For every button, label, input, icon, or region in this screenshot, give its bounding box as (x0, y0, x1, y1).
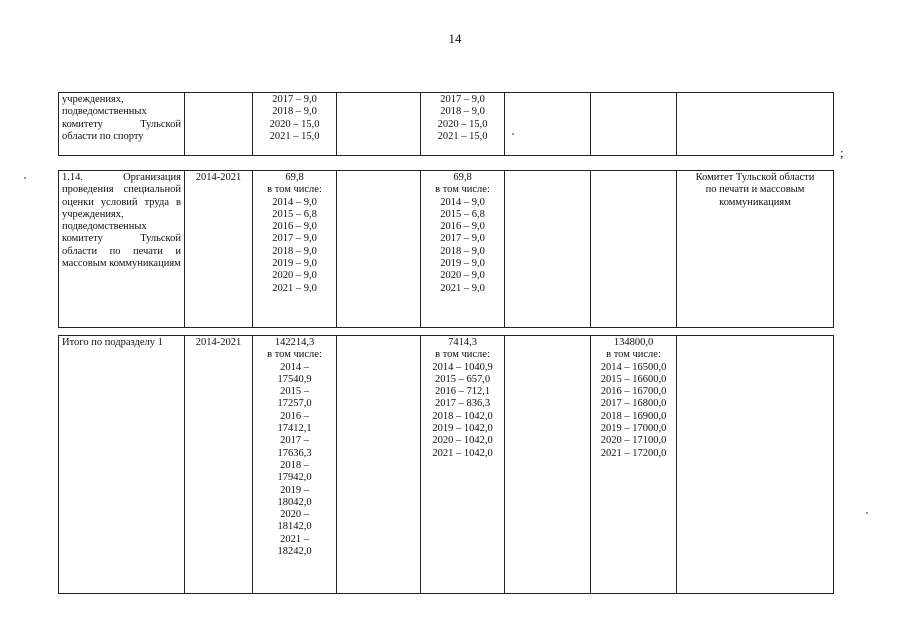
cell-line: в том числе: (267, 184, 322, 196)
cell-line: 17540,9 (277, 373, 312, 385)
executor-cell (677, 171, 834, 328)
cell-line: 2021 – 15,0 (269, 130, 320, 142)
cell-line: 18142,0 (277, 521, 312, 533)
table-fragment-subtotal (58, 335, 834, 594)
table-fragment-spport (58, 92, 834, 156)
extrabudget-cell (591, 336, 677, 594)
cell-line: 2014 – (280, 361, 309, 373)
period-cell: 2014-2021 (185, 336, 253, 594)
federal-cell (337, 336, 421, 594)
cell-line: 2019 – (280, 484, 309, 496)
cell-line: 17636,3 (277, 447, 312, 459)
cell-line: 2016 – (280, 410, 309, 422)
cell-line: 2019 – 9,0 (440, 258, 485, 270)
page-number: 14 (448, 31, 462, 46)
cell-line: 2019 – 1042,0 (432, 423, 493, 435)
table-row (59, 93, 834, 156)
cell-line: 2019 – 9,0 (272, 258, 317, 270)
cell-line: 2020 – 1042,0 (432, 435, 493, 447)
regional-cell (421, 93, 505, 156)
cell-line: в том числе: (606, 349, 661, 361)
cell-line: 2017 – 9,0 (440, 233, 485, 245)
scan-speck (866, 512, 868, 514)
cell-line: 2016 – 9,0 (272, 221, 317, 233)
table-row (59, 336, 834, 594)
cell-line: 18242,0 (277, 546, 312, 558)
table-fragment-press (58, 170, 834, 328)
period-cell: 2014-2021 (185, 171, 253, 328)
cell-line: 2021 – 9,0 (440, 282, 485, 294)
cell-line: 2015 – 657,0 (434, 373, 491, 385)
cell-line: 2018 – 9,0 (272, 106, 317, 118)
trailing-semicolon: ; (840, 145, 844, 160)
cell-line: 2019 – 17000,0 (600, 423, 667, 435)
cell-line: в том числе: (267, 349, 322, 361)
cell-line: в том числе: (435, 184, 490, 196)
cell-line: 2014 – 16500,0 (600, 361, 667, 373)
cell-line: 2016 – 9,0 (440, 221, 485, 233)
federal-cell (337, 93, 421, 156)
cell-line: 18042,0 (277, 496, 312, 508)
cell-line: 2015 – 6,8 (272, 208, 317, 220)
cell-line: 69,8 (453, 172, 472, 183)
cell-line: в том числе: (435, 349, 490, 361)
total-cell (253, 171, 337, 328)
municipal-cell (505, 93, 591, 156)
cell-line: 2020 – 9,0 (440, 270, 485, 282)
cell-line: 2017 – 16800,0 (600, 398, 667, 410)
federal-cell (337, 171, 421, 328)
cell-line: 17257,0 (277, 398, 312, 410)
cell-line: 2018 – 9,0 (440, 106, 485, 118)
total-cell (253, 336, 337, 594)
extrabudget-cell (591, 93, 677, 156)
cell-line: коммуникациям (719, 196, 791, 208)
table-row (59, 171, 834, 328)
cell-line: 2015 – 6,8 (440, 208, 485, 220)
municipal-cell (505, 171, 591, 328)
cell-line: по печати и массовым (705, 184, 805, 196)
regional-cell (421, 171, 505, 328)
executor-cell (677, 93, 834, 156)
cell-line: 2021 – 17200,0 (600, 447, 667, 459)
executor-cell (677, 336, 834, 594)
period-cell (185, 93, 253, 156)
cell-line: 2020 – 17100,0 (600, 435, 667, 447)
cell-line: 2014 – 9,0 (440, 196, 485, 208)
cell-line: 2014 – 9,0 (272, 196, 317, 208)
cell-line: 2020 – 15,0 (269, 118, 320, 130)
cell-line: 2014 – 1040,9 (432, 361, 493, 373)
regional-cell (421, 336, 505, 594)
cell-line: 142214,3 (274, 337, 315, 348)
cell-line: 2017 – (280, 435, 309, 447)
cell-line: 2016 – 712,1 (434, 386, 491, 398)
cell-line: 2018 – 1042,0 (432, 410, 493, 422)
cell-line: 2018 – 9,0 (440, 245, 485, 257)
municipal-cell (505, 336, 591, 594)
measure-description-cell: учреждениях, подведомственных комитету Тульской области по спорту (59, 93, 185, 156)
cell-line: 2017 – 9,0 (440, 94, 485, 105)
cell-line: 2018 – (280, 459, 309, 471)
total-cell (253, 93, 337, 156)
cell-line: 2020 – 15,0 (437, 118, 488, 130)
extrabudget-cell (591, 171, 677, 328)
cell-line: 69,8 (285, 172, 304, 183)
cell-line: 2021 – 15,0 (437, 130, 488, 142)
cell-line: 2016 – 16700,0 (600, 386, 667, 398)
cell-line: 2015 – (280, 386, 309, 398)
cell-line: 134800,0 (613, 337, 654, 348)
cell-line: 17942,0 (277, 472, 312, 484)
cell-line: 2017 – 9,0 (272, 233, 317, 245)
cell-line: 2020 – 9,0 (272, 270, 317, 282)
scan-speck (24, 177, 26, 179)
cell-line: 2018 – 16900,0 (600, 410, 667, 422)
cell-line: 2021 – 1042,0 (432, 447, 493, 459)
cell-line: 2021 – 9,0 (272, 282, 317, 294)
measure-description-cell: 1.14. Организация проведения специальной оценки условий труда в учреждениях, подведомственных комитету Тульской области по печати и массовым коммуникациям (59, 171, 185, 328)
cell-line: 7414,3 (448, 337, 477, 348)
cell-line: 2017 – 9,0 (272, 94, 317, 105)
cell-line: 2018 – 9,0 (272, 245, 317, 257)
cell-line: Комитет Тульской области (695, 172, 815, 183)
cell-line: 2020 – (280, 509, 309, 521)
cell-line: 2021 – (280, 533, 309, 545)
cell-line: 17412,1 (277, 423, 312, 435)
measure-description-cell: Итого по подразделу 1 (59, 336, 185, 594)
cell-line: 2015 – 16600,0 (600, 373, 667, 385)
cell-line: 2017 – 836,3 (434, 398, 491, 410)
